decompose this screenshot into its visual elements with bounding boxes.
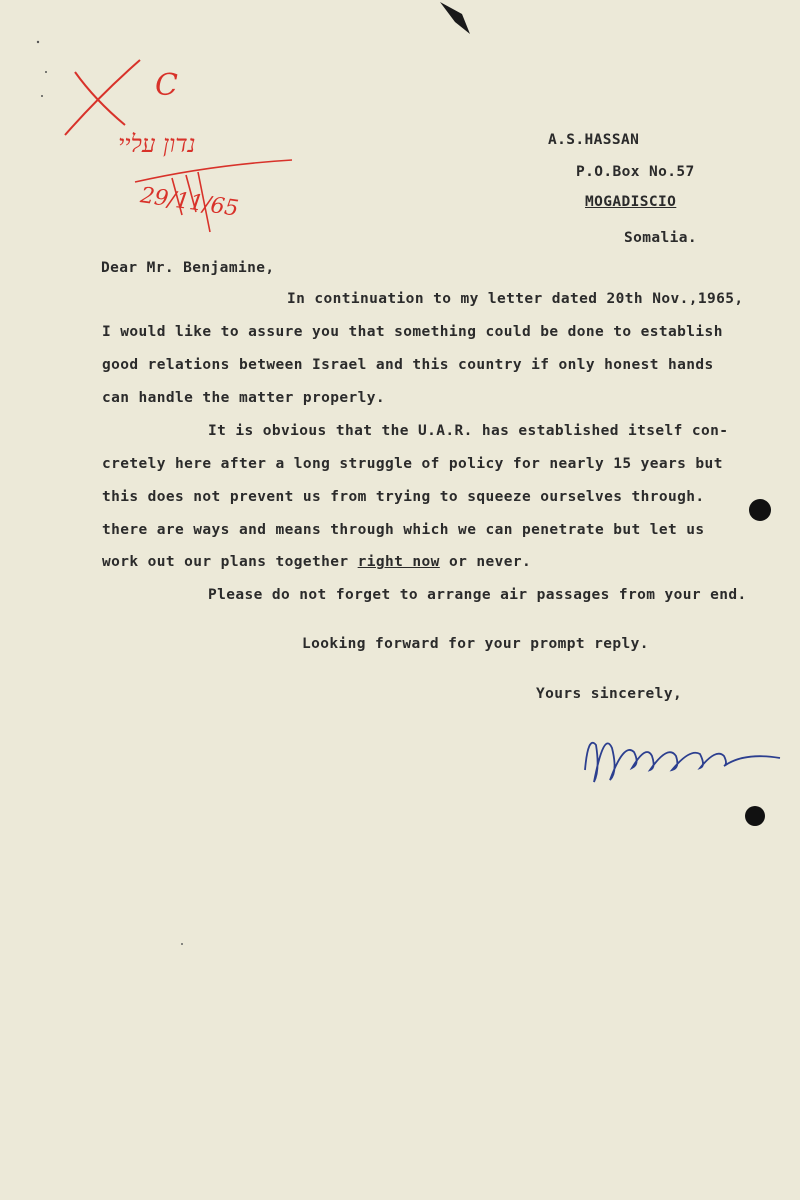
closing: Yours sincerely, bbox=[536, 686, 683, 702]
body-line: Please do not forget to arrange air passages from your end. bbox=[208, 587, 747, 603]
sender-city: MOGADISCIO bbox=[585, 194, 677, 210]
handwritten-letter-c: C bbox=[155, 68, 178, 103]
body-line: this does not prevent us from trying to squeeze ourselves through. bbox=[102, 489, 705, 505]
sender-country: Somalia. bbox=[624, 230, 698, 246]
black-blot bbox=[749, 499, 771, 521]
speck bbox=[45, 71, 47, 73]
signature-scribble bbox=[585, 743, 780, 782]
red-underline-stroke bbox=[135, 160, 292, 182]
sender-pobox: P.O.Box No.57 bbox=[576, 164, 695, 180]
sender-name: A.S.HASSAN bbox=[548, 132, 640, 148]
body-line bbox=[102, 554, 531, 570]
handwritten-hebrew-note: נדון עליי bbox=[118, 130, 196, 158]
emphasis-right-now: right now bbox=[357, 554, 440, 570]
body-line: there are ways and means through which we can penetrate but let us bbox=[102, 522, 705, 538]
black-blot bbox=[745, 806, 765, 826]
body-line: I would like to assure you that something could be done to establish bbox=[102, 324, 723, 340]
body-line: Looking forward for your prompt reply. bbox=[302, 636, 649, 652]
speck bbox=[37, 41, 39, 43]
body-line-part: work out our plans together bbox=[102, 554, 358, 570]
salutation: Dear Mr. Benjamine, bbox=[101, 260, 275, 276]
body-line: good relations between Israel and this country if only honest hands bbox=[102, 357, 714, 373]
body-line: In continuation to my letter dated 20th Nov.,1965, bbox=[287, 291, 744, 307]
speck bbox=[181, 943, 183, 945]
red-x-stroke-2 bbox=[65, 60, 140, 135]
body-line: It is obvious that the U.A.R. has established itself con- bbox=[208, 423, 729, 439]
body-line: cretely here after a long struggle of policy for nearly 15 years but bbox=[102, 456, 723, 472]
body-line-part: or never. bbox=[439, 554, 532, 570]
speck bbox=[41, 95, 43, 97]
body-line: can handle the matter properly. bbox=[102, 390, 386, 406]
handwritten-date-note: 29/11/65 bbox=[138, 183, 241, 222]
corner-ink-mark bbox=[440, 2, 470, 34]
